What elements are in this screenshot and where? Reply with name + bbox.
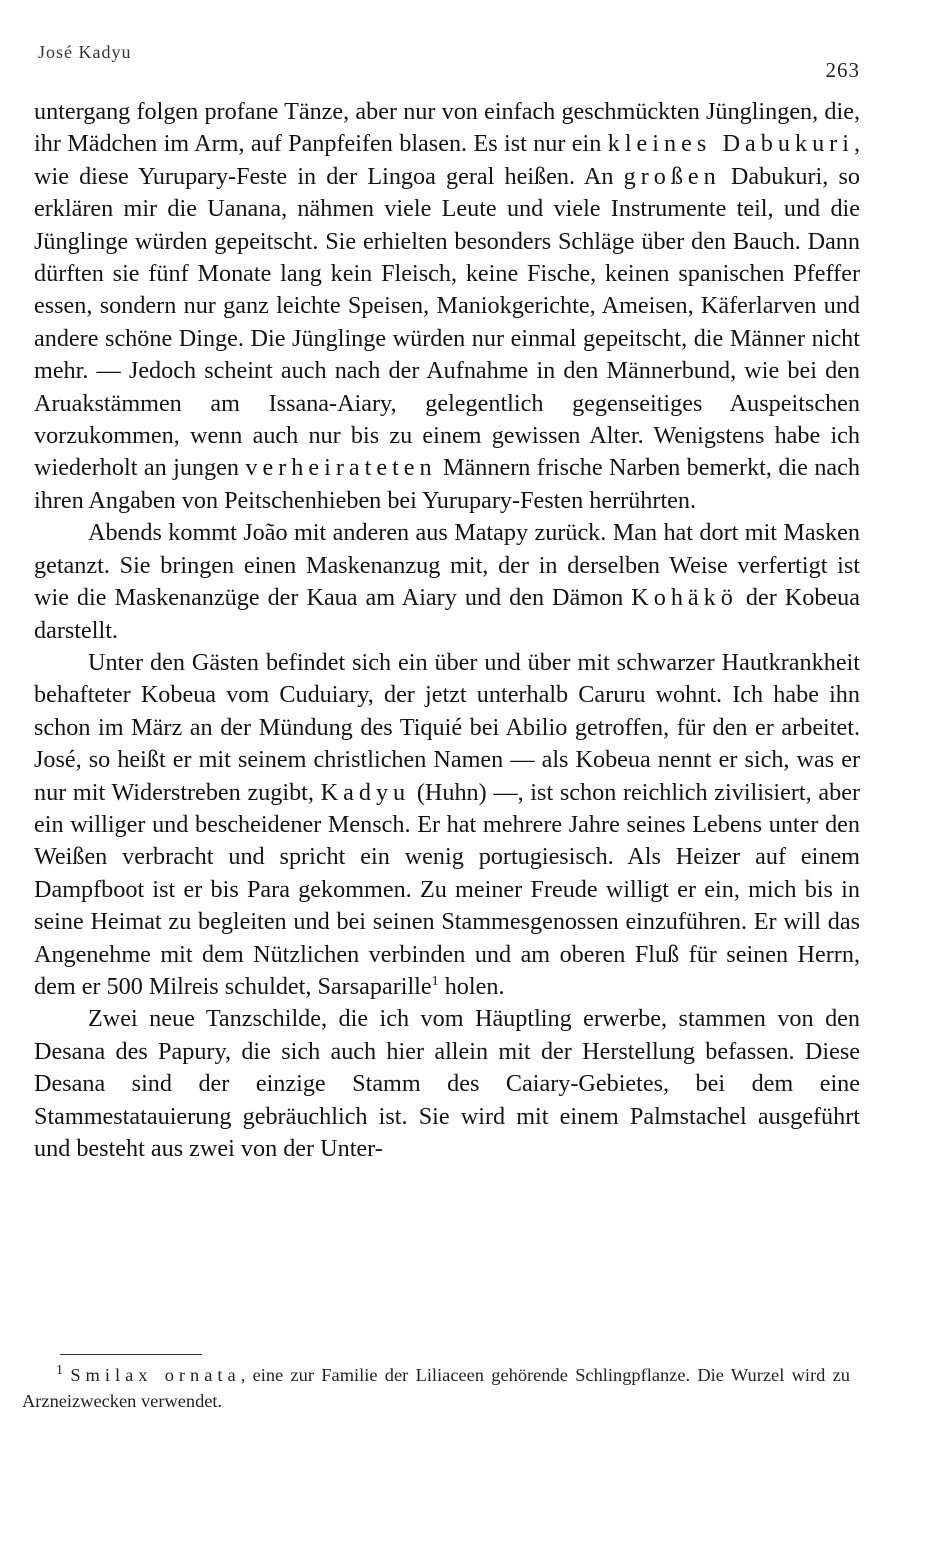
footnote-mark: 1 xyxy=(56,1362,63,1378)
p1-spaced-verheirateten: verheirateten xyxy=(245,454,437,482)
p4-text-a: Zwei neue Tanzschilde, die ich vom Häuptling erwerbe, stammen von den Desana des Papury, die sich auch hier allein mit der Herstellung befassen. Diese Desana sind der einzige Stamm des Caiary-Gebietes, bei dem eine Stammestatauierung gebräuchlich ist. Sie wird mit einem Palmstachel ausgeführt und besteht aus zwei von der Unter- xyxy=(34,1005,860,1162)
footnote-text: , eine zur Familie der Liliaceen gehörende Schlingpflanze. Die Wurzel wird zu Arzneizwecken verwendet. xyxy=(22,1365,850,1411)
footnote-paragraph xyxy=(22,1362,850,1414)
running-head: José Kadyu xyxy=(38,42,132,62)
paragraph-3 xyxy=(34,647,860,1003)
p3-text-d: holen. xyxy=(438,972,505,1000)
paragraph-1 xyxy=(34,96,860,517)
p1-spaced-kleines-dabukuri: kleines Dabukuri xyxy=(607,130,854,158)
footnote-reference-mark: 1 xyxy=(431,973,439,989)
footnote-divider xyxy=(60,1354,202,1355)
p1-text-g: Männern frische Narben bemerkt, die nach ihren Angaben von Peitschenhieben bei Yurupary-Festen herrührten. xyxy=(34,454,860,514)
p2-spaced-kohako: Kohäkö xyxy=(631,584,738,612)
paragraph-2 xyxy=(34,517,860,647)
p3-spaced-kadyu: Kadyu xyxy=(320,778,411,806)
page-number: 263 xyxy=(825,58,860,82)
p1-spaced-grossen: großen xyxy=(623,162,721,190)
paragraph-4 xyxy=(34,1003,860,1165)
footnote-spaced-smilax-ornata: Smilax ornata xyxy=(70,1365,241,1385)
p1-text-a: untergang folgen profane Tänze, aber nur von einfach geschmückten Jünglingen, die, ihr Mädchen im Arm, auf Panpfeifen blasen. Es ist nur ein xyxy=(34,98,860,158)
footnote xyxy=(22,1362,850,1414)
p1-text-e: Dabukuri, so erklären mir die Uanana, nähmen viele Leute und viele Instrumente teil, und die Jünglinge würden gepeitscht. Sie erhielten besonders Schläge über den Bauch. Dann dürften sie fünf Monate lang kein Fleisch, keine Fische, keinen spanischen Pfeffer essen, sondern nur ganz leichte Speisen, Maniokgerichte, Ameisen, Käferlarven und andere schöne Dinge. Die Jünglinge würden nur einmal gepeitscht, die Männer nicht mehr. — Jedoch scheint auch nach der Aufnahme in den Männerbund, wie bei den Aruakstämmen am Issana-Aiary, gelegentlich gegenseitiges Auspeitschen vorzukommen, wenn auch nur bis zu einem gewissen Alter. Wenigstens habe ich wiederholt an jungen xyxy=(34,162,860,482)
p3-text-a: Unter den Gästen befindet sich ein über und über mit schwarzer Hautkrankheit behafteter Kobeua vom Cuduiary, der jetzt unterhalb Caruru wohnt. Ich habe ihn schon im März an der Mündung des Tiquié bei Abilio getroffen, für den er arbeitet. José, so heißt er mit seinem christlichen Namen — als Kobeua nennt er sich, was er nur mit Widerstreben zugibt, xyxy=(34,648,860,806)
body-text xyxy=(34,96,860,1165)
p3-text-c: (Huhn) —, ist schon reichlich zivilisiert, aber ein williger und bescheidener Mensch. Er hat mehrere Jahre seines Lebens unter den Weißen verbracht und spricht ein wenig portugiesisch. Als Heizer auf einem Dampfboot ist er bis Para gekommen. Zu meiner Freude willigt er ein, mich bis in seine Heimat zu begleiten und bei seinen Stammesgenossen einzuführen. Er will das Angenehme mit dem Nützlichen verbinden und am oberen Fluß für seinen Herrn, dem er 500 Milreis schuldet, Sarsaparille xyxy=(34,778,860,1000)
p1-text-c: , wie diese Yurupary-Feste in der Lingoa geral heißen. An xyxy=(34,130,860,190)
p2-text-a: Abends kommt João mit anderen aus Matapy zurück. Man hat dort mit Masken getanzt. Sie bringen einen Maskenanzug mit, der in derselben Weise verfertigt ist wie die Maskenanzüge der Kaua am Aiary und den Dämon xyxy=(34,519,860,612)
p2-text-c: der Kobeua darstellt. xyxy=(34,584,860,644)
